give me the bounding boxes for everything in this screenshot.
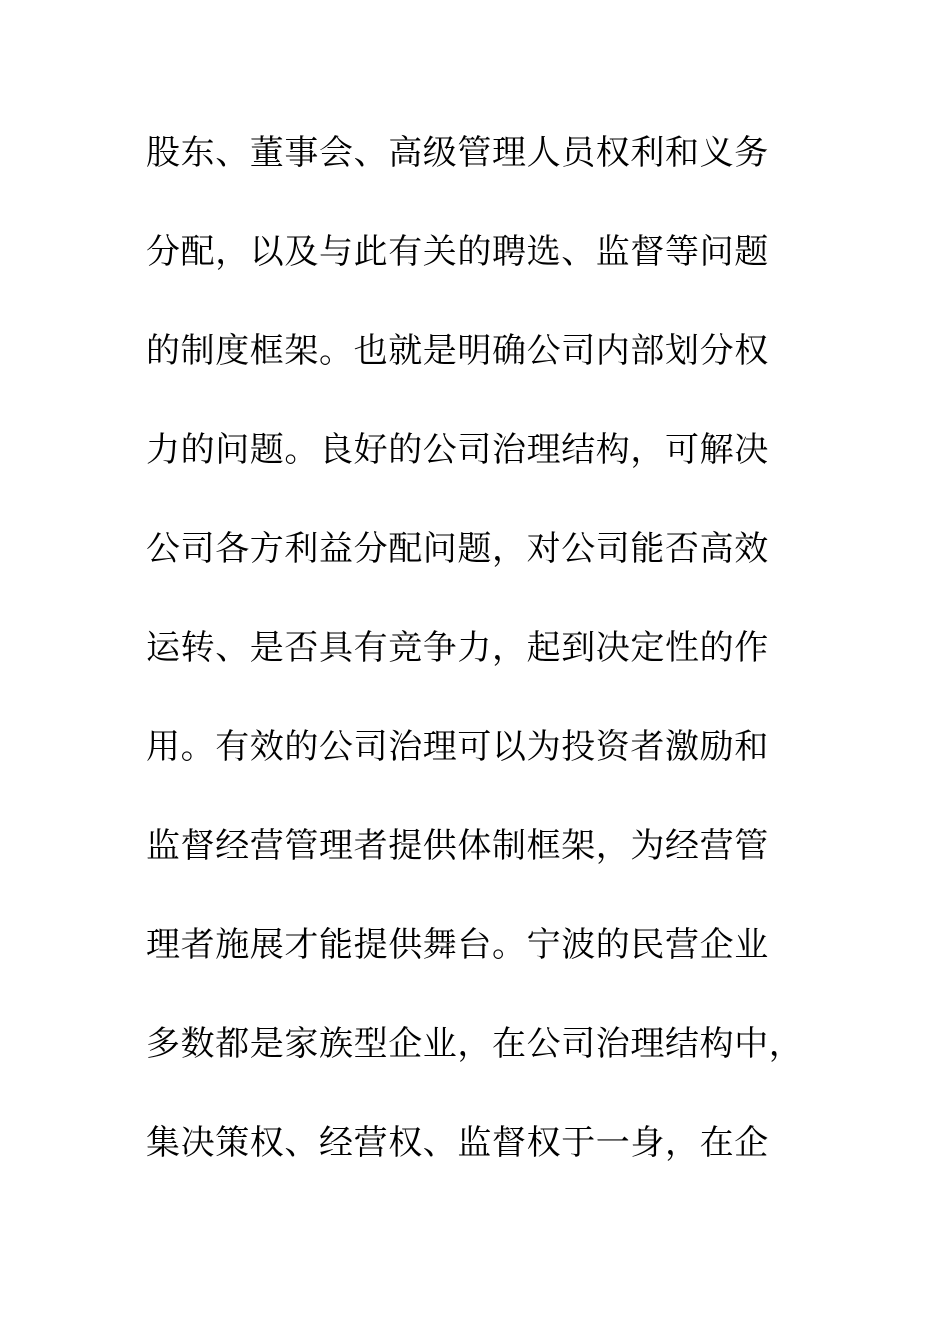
text-line-7: 用。有效的公司治理可以为投资者激励和 (146, 727, 769, 767)
text-line-6: 运转、是否具有竞争力，起到决定性的作 (146, 628, 769, 668)
text-line-1: 股东、董事会、高级管理人员权利和义务 (146, 133, 769, 173)
text-line-4: 力的问题。良好的公司治理结构，可解决 (146, 430, 769, 470)
body-paragraph (146, 120, 806, 1209)
text-line-9: 理者施展才能提供舞台。宁波的民营企业 (146, 925, 769, 965)
text-line-11: 集决策权、经营权、监督权于一身，在企 (146, 1123, 769, 1163)
text-line-5: 公司各方利益分配问题，对公司能否高效 (146, 529, 769, 569)
text-line-10: 多数都是家族型企业，在公司治理结构中， (146, 1024, 804, 1064)
text-line-3: 的制度框架。也就是明确公司内部划分权 (146, 331, 769, 371)
text-line-8: 监督经营管理者提供体制框架，为经营管 (146, 826, 769, 866)
text-line-2: 分配，以及与此有关的聘选、监督等问题 (146, 232, 769, 272)
